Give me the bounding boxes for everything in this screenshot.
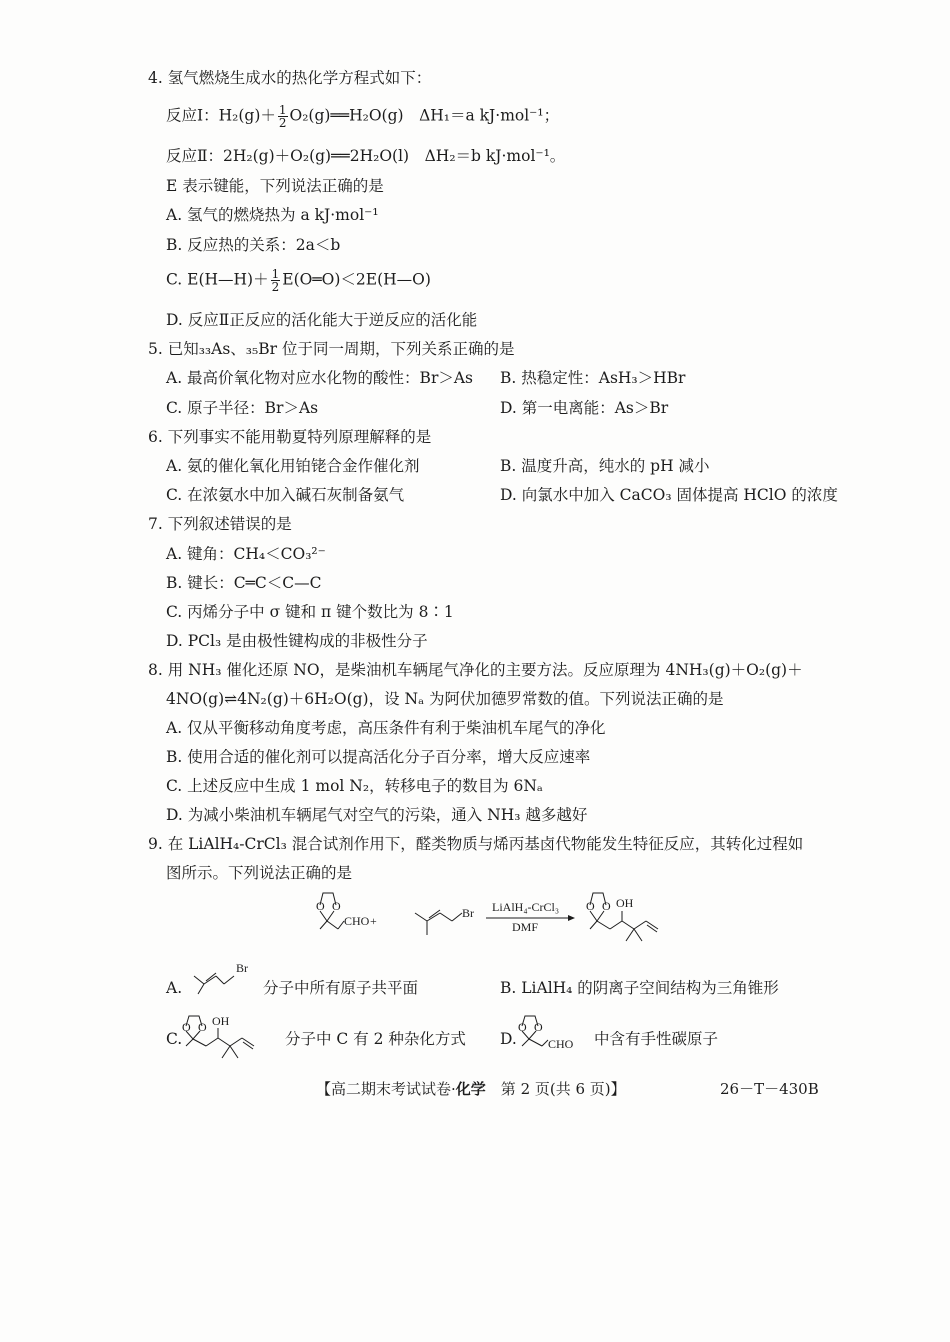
fraction: [278, 104, 288, 129]
oxygen-label: O: [586, 899, 595, 913]
q6-option-b: B. 温度升高，纯水的 pH 减小: [500, 457, 710, 475]
q8-option-b: B. 使用合适的催化剂可以提高活化分子百分率，增大反应速率: [166, 748, 591, 766]
q4-reaction-2: [166, 146, 565, 166]
q6-option-d: D. 向氯水中加入 CaCO₃ 固体提高 HClO 的浓度: [500, 486, 838, 504]
oxygen-label: O: [198, 1020, 207, 1034]
denominator: 2: [278, 116, 287, 130]
q7-option-c: C. 丙烯分子中 σ 键和 π 键个数比为 8∶1: [166, 603, 454, 621]
q9-option-d-text: 中含有手性碳原子: [594, 1030, 719, 1048]
q4-prompt: E 表示键能，下列说法正确的是: [166, 177, 384, 195]
q8-option-c: C. 上述反应中生成 1 mol N₂，转移电子的数目为 6Nₐ: [166, 777, 543, 795]
q9-option-a-text: 分子中所有原子共平面: [263, 979, 419, 997]
q8-option-a: A. 仅从平衡移动角度考虑，高压条件有利于柴油机车尾气的净化: [166, 719, 606, 737]
q9-stem-line-2: 图所示。下列说法正确的是: [166, 864, 353, 882]
reagent-label: LiAlH₄-CrCl₃: [492, 900, 560, 914]
q5-option-a: A. 最高价氧化物对应水化物的酸性：Br＞As: [166, 369, 473, 387]
q4-option-c: [166, 268, 431, 293]
bromine-label: Br: [236, 961, 248, 975]
oxygen-label: O: [518, 1020, 527, 1034]
q8-option-d: D. 为减小柴油机车辆尾气对空气的污染，通入 NH₃ 越多越好: [166, 806, 588, 824]
aldehyde-structure: [516, 1012, 596, 1062]
oxygen-label: O: [534, 1020, 543, 1034]
numerator: 1: [271, 267, 280, 281]
q4-option-d: D. 反应Ⅱ正反应的活化能大于逆反应的活化能: [166, 311, 478, 329]
q7-stem: 7. 下列叙述错误的是: [148, 515, 292, 533]
q9-option-d-label: D.: [500, 1030, 517, 1048]
footer-subject: 化学: [455, 1080, 486, 1098]
q6-option-c: C. 在浓氨水中加入碱石灰制备氨气: [166, 486, 405, 504]
q7-option-d: D. PCl₃ 是由极性键构成的非极性分子: [166, 632, 428, 650]
numerator: 1: [278, 103, 287, 117]
hydroxyl-label: OH: [212, 1014, 230, 1028]
option-c-right: E(O═O)＜2E(H—O): [282, 270, 431, 289]
footer-exam-title: 【高二期末考试试卷·: [316, 1080, 456, 1098]
aldehyde-label: CHO: [548, 1037, 574, 1051]
plus-sign: +: [370, 914, 377, 928]
q9-option-c-label: C.: [166, 1030, 183, 1048]
fraction: [271, 268, 281, 293]
footer-page-info: 第 2 页(共 6 页)】: [485, 1080, 626, 1098]
q7-option-a: A. 键角：CH₄＜CO₃²⁻: [166, 545, 326, 563]
prenyl-bromide-structure: [190, 960, 260, 1000]
q5-option-c: C. 原子半径：Br＞As: [166, 399, 319, 417]
q9-option-c-text: 分子中 C 有 2 种杂化方式: [285, 1030, 466, 1048]
solvent-label: DMF: [512, 920, 539, 934]
reaction-2-label: 反应Ⅱ：: [166, 147, 224, 165]
q7-option-b: B. 键长：C═C＜C—C: [166, 574, 322, 592]
reaction-1-left: H₂(g)＋: [218, 106, 276, 125]
q9-option-a-label: A.: [166, 979, 183, 997]
q8-stem-line-1: 8. 用 NH₃ 催化还原 NO，是柴油机车辆尾气净化的主要方法。反应原理为 4NH₃(g)＋O₂(g)＋: [148, 661, 803, 679]
page-footer: [316, 1078, 626, 1099]
oxygen-label: O: [332, 899, 341, 913]
q4-option-b: B. 反应热的关系：2a＜b: [166, 236, 341, 254]
denominator: 2: [271, 280, 280, 294]
footer-code: 26－T－430B: [720, 1080, 819, 1098]
bromine-label: Br: [462, 906, 474, 920]
q5-option-d: D. 第一电离能：As＞Br: [500, 399, 669, 417]
q4-option-a: A. 氢气的燃烧热为 a kJ·mol⁻¹: [166, 206, 379, 224]
q6-option-a: A. 氨的催化氧化用铂铑合金作催化剂: [166, 457, 420, 475]
q4-reaction-1: [166, 104, 559, 129]
q9-stem-line-1: 9. 在 LiAlH₄-CrCl₃ 混合试剂作用下，醛类物质与烯丙基卤代物能发生特征反应，其转化过程如: [148, 835, 804, 853]
q9-option-b: B. LiAlH₄ 的阴离子空间结构为三角锥形: [500, 979, 779, 997]
q5-stem: 5. 已知₃₃As、₃₅Br 位于同一周期，下列关系正确的是: [148, 340, 515, 358]
q5-option-b: B. 热稳定性：AsH₃＞HBr: [500, 369, 686, 387]
reaction-1-label: 反应Ⅰ：: [166, 106, 219, 125]
q4-stem: 4. 氢气燃烧生成水的热化学方程式如下：: [148, 69, 432, 87]
oxygen-label: O: [602, 899, 611, 913]
oxygen-label: O: [182, 1020, 191, 1034]
oxygen-label: O: [316, 899, 325, 913]
reaction-scheme: [300, 885, 700, 945]
reaction-2-equation: 2H₂(g)＋O₂(g)══2H₂O(l) ΔH₂＝b kJ·mol⁻¹。: [223, 147, 566, 165]
aldehyde-label: CHO: [344, 914, 370, 928]
option-c-left: C. E(H—H)＋: [166, 270, 269, 289]
hydroxyl-label: OH: [616, 896, 634, 910]
q6-stem: 6. 下列事实不能用勒夏特列原理解释的是: [148, 428, 432, 446]
q8-stem-line-2: 4NO(g)⇌4N₂(g)＋6H₂O(g)，设 Nₐ 为阿伏加德罗常数的值。下列说法正确的是: [166, 690, 724, 708]
product-structure: [180, 1012, 290, 1062]
reaction-1-right: O₂(g)══H₂O(g) ΔH₁＝a kJ·mol⁻¹；: [289, 106, 560, 125]
